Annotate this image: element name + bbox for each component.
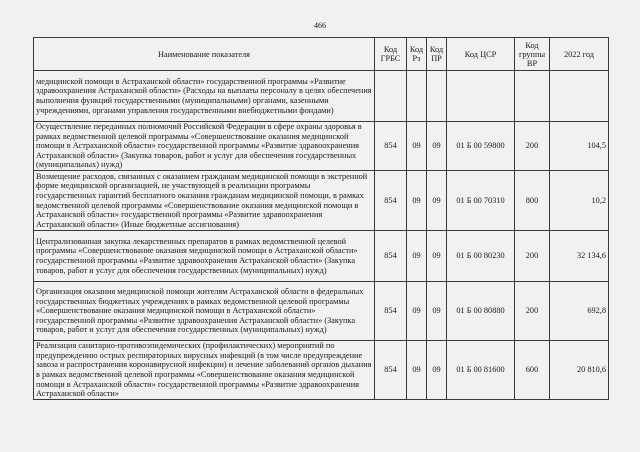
- table-header-row: [34, 38, 609, 71]
- header-grbs: Код ГРБС: [375, 38, 407, 71]
- row-csr: 01 Б 00 80230: [447, 231, 515, 282]
- row-name: медицинской помощи в Астраханской области» государственной программы «Развитие здравоохранения Астраханской области» (Расходы на выплаты персоналу в целях обеспечения выполнения функций государственными (муниципальными) органами, казенными учреждениями, органами управления государственными внебюджетными фондами): [34, 71, 375, 122]
- row-grbs: 854: [375, 282, 407, 341]
- row-vr: 200: [515, 282, 550, 341]
- row-amount: 10,2: [550, 171, 609, 231]
- row-name: Возмещение расходов, связанных с оказанием гражданам медицинской помощи в экстренной форме медицинской организацией, не участвующей в реализации программы государственных гарантий бесплатного оказания гражданам медицинской помощи, в рамках ведомственной целевой программы «Совершенствование оказания медицинской помощи в Астраханской области» государственной программы «Развитие здравоохранения Астраханской области» (Иные бюджетные ассигнования): [34, 171, 375, 231]
- table-row: [34, 71, 609, 122]
- row-name: Осуществление переданных полномочий Российской Федерации в сфере охраны здоровья в рамках ведомственной целевой программы «Совершенствование оказания медицинской помощи в Астраханской области» государственной программы «Развитие здравоохранения Астраханской области» (Закупка товаров, работ и услуг для обеспечения государственных (муниципальных) нужд): [34, 122, 375, 171]
- row-csr: 01 Б 00 59800: [447, 122, 515, 171]
- row-amount: 692,8: [550, 282, 609, 341]
- row-pr: 09: [427, 341, 447, 400]
- table-row: [34, 122, 609, 171]
- row-grbs: 854: [375, 341, 407, 400]
- row-pr: 09: [427, 282, 447, 341]
- header-name: Наименование показателя: [34, 38, 375, 71]
- table-row: [34, 171, 609, 231]
- header-vr: Код группы ВР: [515, 38, 550, 71]
- row-pr: 09: [427, 122, 447, 171]
- header-pr: Код ПР: [427, 38, 447, 71]
- row-amount: 20 810,6: [550, 341, 609, 400]
- row-name: Организация оказания медицинской помощи жителям Астраханской области в федеральных государственных бюджетных учреждениях в рамках ведомственной целевой программы «Совершенствование оказания медицинской помощи в Астраханской области» государственной программы «Развитие здравоохранения Астраханской области» (Закупка товаров, работ и услуг для обеспечения государственных (муниципальных) нужд): [34, 282, 375, 341]
- row-csr: 01 Б 00 81600: [447, 341, 515, 400]
- row-pr: [427, 71, 447, 122]
- row-csr: 01 Б 00 80880: [447, 282, 515, 341]
- row-vr: 200: [515, 231, 550, 282]
- row-csr: 01 Б 00 70310: [447, 171, 515, 231]
- header-year: 2022 год: [550, 38, 609, 71]
- row-grbs: 854: [375, 231, 407, 282]
- table-row: [34, 231, 609, 282]
- page-number: 466: [314, 21, 326, 30]
- row-vr: 600: [515, 341, 550, 400]
- row-amount: 104,5: [550, 122, 609, 171]
- header-csr: Код ЦСР: [447, 38, 515, 71]
- row-name: Централизованная закупка лекарственных препаратов в рамках ведомственной целевой программы «Совершенствование оказания медицинской помощи в Астраханской области» государственной программы «Развитие здравоохранения Астраханской области» (Закупка товаров, работ и услуг для обеспечения государственных (муниципальных) нужд): [34, 231, 375, 282]
- row-grbs: [375, 71, 407, 122]
- table-row: [34, 341, 609, 400]
- row-amount: [550, 71, 609, 122]
- row-rz: 09: [407, 171, 427, 231]
- row-pr: 09: [427, 231, 447, 282]
- row-csr: [447, 71, 515, 122]
- row-vr: 200: [515, 122, 550, 171]
- row-grbs: 854: [375, 171, 407, 231]
- row-vr: 800: [515, 171, 550, 231]
- row-name: Реализация санитарно-противоэпидемических (профилактических) мероприятий по предупреждению острых респираторных вирусных инфекций (в том числе предупреждение завоза и распространения коронавирусной инфекции) и лечение заболеваний органов дыхания в рамках ведомственной целевой программы «Совершенствование оказания медицинской помощи в Астраханской области» государственной программы «Развитие здравоохранения Астраханской области»: [34, 341, 375, 400]
- row-vr: [515, 71, 550, 122]
- row-rz: 09: [407, 122, 427, 171]
- table-row: [34, 282, 609, 341]
- row-rz: [407, 71, 427, 122]
- row-grbs: 854: [375, 122, 407, 171]
- row-rz: 09: [407, 231, 427, 282]
- row-rz: 09: [407, 282, 427, 341]
- header-rz: Код Рз: [407, 38, 427, 71]
- row-pr: 09: [427, 171, 447, 231]
- row-amount: 32 134,6: [550, 231, 609, 282]
- row-rz: 09: [407, 341, 427, 400]
- budget-table: [33, 37, 609, 400]
